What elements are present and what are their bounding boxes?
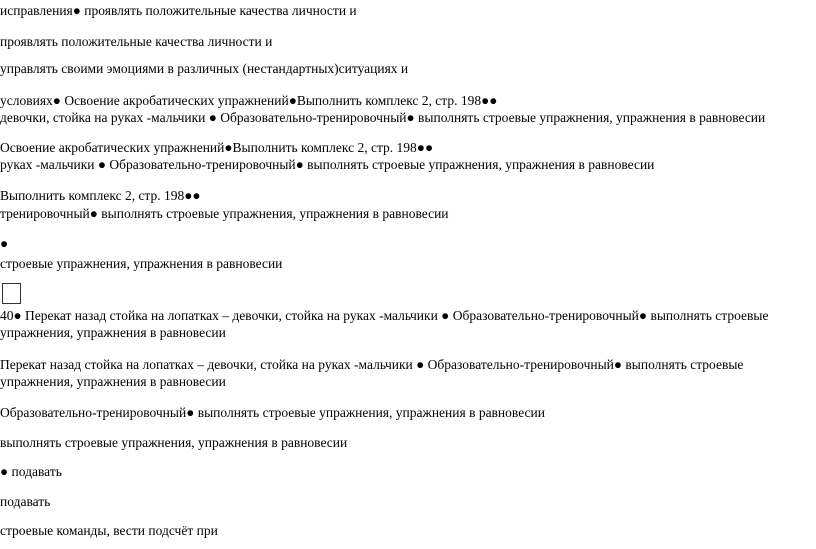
empty-frame-box <box>2 283 21 304</box>
text-line-10: ● <box>0 236 9 251</box>
text-paragraph-13: Перекат назад стойка на лопатках – девочки, стойка на руках -мальчики ● Образовательно-тренировочный● выполнять строевые упражнения, упражнения в равновесии <box>0 357 744 389</box>
text-line-7: руках -мальчики ● Образовательно-тренировочный● выполнять строевые упражнения, упражнения в равновесии <box>0 157 655 172</box>
text-line-3: управлять своими эмоциями в различных (нестандартных)ситуациях и <box>0 61 409 76</box>
text-line-2: проявлять положительные качества личности и <box>0 34 273 49</box>
text-line-9: тренировочный● выполнять строевые упражнения, упражнения в равновесии <box>0 206 449 221</box>
text-line-11: строевые упражнения, упражнения в равновесии <box>0 256 283 271</box>
text-line-5: девочки, стойка на руках -мальчики ● Образовательно-тренировочный● выполнять строевые упражнения, упражнения в равновесии <box>0 110 766 125</box>
text-line-8: Выполнить комплекс 2, стр. 198●● <box>0 188 201 203</box>
text-paragraph-12: 40● Перекат назад стойка на лопатках – девочки, стойка на руках -мальчики ● Образовательно-тренировочный● выполнять строевые упражнения, упражнения в равновесии <box>0 308 769 340</box>
text-line-4: условиях● Освоение акробатических упражнений●Выполнить комплекс 2, стр. 198●● <box>0 93 498 108</box>
text-line-18: строевые команды, вести подсчёт при <box>0 523 218 538</box>
text-line-1: исправления● проявлять положительные качества личности и <box>0 3 357 18</box>
text-line-16: ● подавать <box>0 464 62 479</box>
text-line-17: подавать <box>0 494 51 509</box>
text-line-14: Образовательно-тренировочный● выполнять строевые упражнения, упражнения в равновесии <box>0 405 545 420</box>
text-line-15: выполнять строевые упражнения, упражнения в равновесии <box>0 435 348 450</box>
text-line-6: Освоение акробатических упражнений●Выполнить комплекс 2, стр. 198●● <box>0 140 434 155</box>
